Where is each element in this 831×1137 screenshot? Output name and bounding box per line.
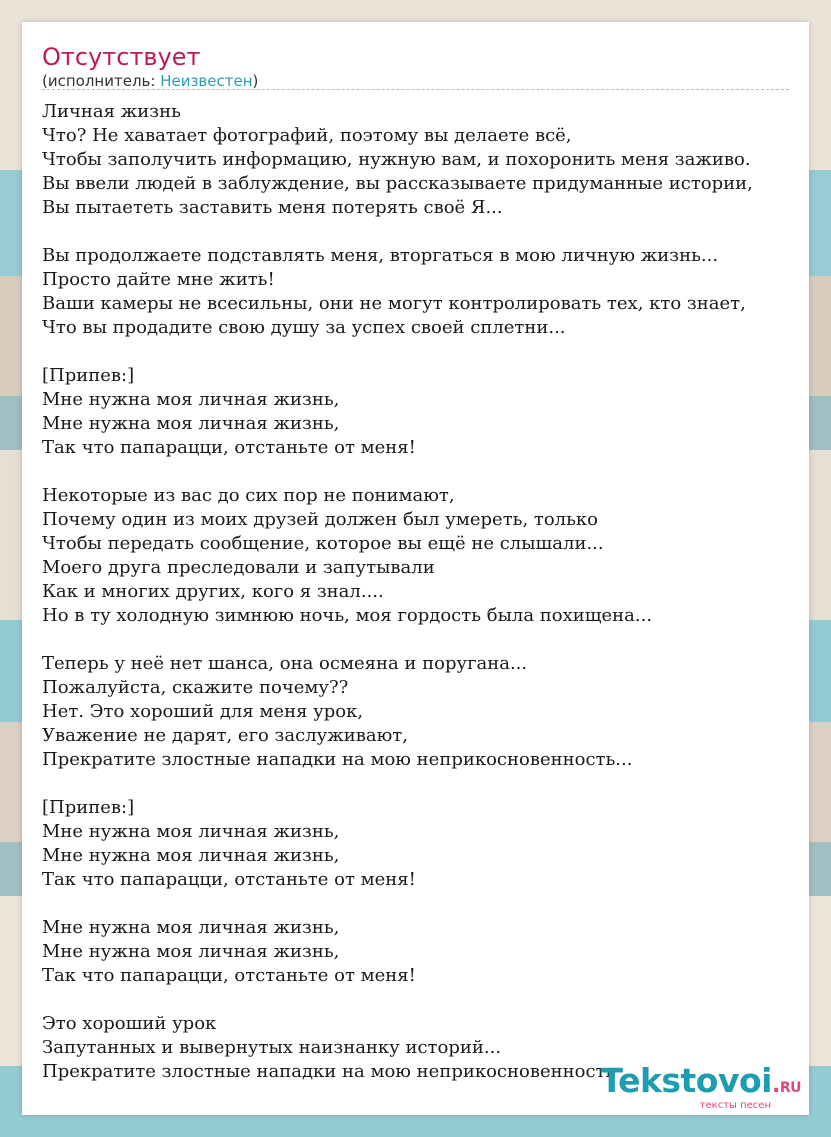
- logo-name: Tekstovoi: [600, 1061, 772, 1100]
- logo-dot: .: [771, 1073, 780, 1098]
- lyric-line: Просто дайте мне жить!: [42, 269, 275, 290]
- lyric-line: Личная жизнь: [42, 101, 181, 122]
- song-title: Отсутствует: [42, 43, 201, 71]
- logo-tld: RU: [779, 1080, 801, 1096]
- lyric-line: Прекратите злостные нападки на мою неприкосновенность: [42, 1061, 616, 1082]
- lyric-line: Теперь у неё нет шанса, она осмеяна и поругана...: [42, 653, 528, 674]
- stanza-gap: [42, 460, 809, 484]
- lyric-line: Мне нужна моя личная жизнь,: [42, 917, 340, 938]
- stanza-gap: [42, 628, 809, 652]
- lyric-line: Так что папарацци, отстаньте от меня!: [42, 965, 416, 986]
- lyric-line: Вы продолжаете подставлять меня, вторгаться в мою личную жизнь...: [42, 245, 719, 266]
- lyric-line: Мне нужна моя личная жизнь,: [42, 389, 340, 410]
- lyric-line: Что вы продадите свою душу за успех своей сплетни...: [42, 317, 566, 338]
- lyric-line: Уважение не дарят, его заслуживают,: [42, 725, 408, 746]
- byline-suffix: ): [252, 72, 259, 90]
- lyric-line: Мне нужна моя личная жизнь,: [42, 413, 340, 434]
- lyric-line: Но в ту холодную зимнюю ночь, моя гордость была похищена...: [42, 605, 653, 626]
- stanza-gap: [42, 892, 809, 916]
- byline-prefix: (исполнитель:: [42, 72, 161, 90]
- stanza-gap: [42, 220, 809, 244]
- lyric-line: Моего друга преследовали и запутывали: [42, 557, 435, 578]
- lyric-line: Чтобы заполучить информацию, нужную вам, и похоронить меня заживо.: [42, 149, 751, 170]
- lyric-line: Почему один из моих друзей должен был умереть, только: [42, 509, 599, 530]
- lyric-line: Мне нужна моя личная жизнь,: [42, 821, 340, 842]
- lyric-line: Некоторые из вас до сих пор не понимают,: [42, 485, 455, 506]
- lyric-line: Вы пытаететь заставить меня потерять своё Я...: [42, 197, 503, 218]
- lyrics-card: [22, 22, 809, 1115]
- lyric-line: Запутанных и вывернутых наизнанку историй...: [42, 1037, 502, 1058]
- lyric-line: Чтобы передать сообщение, которое вы ещё не слышали...: [42, 533, 604, 554]
- stanza-gap: [42, 988, 809, 1012]
- title-divider: [42, 89, 789, 90]
- lyric-line: Мне нужна моя личная жизнь,: [42, 845, 340, 866]
- lyrics-text: [42, 100, 809, 1084]
- lyric-line: Вы ввели людей в заблуждение, вы рассказываете придуманные истории,: [42, 173, 753, 194]
- lyric-line: Что? Не хаватает фотографий, поэтому вы делаете всё,: [42, 125, 572, 146]
- lyric-line: Пожалуйста, скажите почему??: [42, 677, 349, 698]
- lyric-line: Прекратите злостные нападки на мою неприкосновенность...: [42, 749, 633, 770]
- lyric-line: Так что папарацци, отстаньте от меня!: [42, 437, 416, 458]
- lyric-line: Как и многих других, кого я знал....: [42, 581, 384, 602]
- lyric-line: Это хороший урок: [42, 1013, 217, 1034]
- lyric-line: Ваши камеры не всесильны, они не могут контролировать тех, кто знает,: [42, 293, 746, 314]
- lyric-line: [Припев:]: [42, 797, 135, 818]
- artist-link[interactable]: Неизвестен: [160, 72, 253, 90]
- lyric-line: Так что папарацци, отстаньте от меня!: [42, 869, 416, 890]
- lyric-line: Нет. Это хороший для меня урок,: [42, 701, 364, 722]
- artist-byline: [42, 72, 258, 90]
- lyric-line: Мне нужна моя личная жизнь,: [42, 941, 340, 962]
- stanza-gap: [42, 340, 809, 364]
- stanza-gap: [42, 772, 809, 796]
- site-logo[interactable]: [600, 1063, 801, 1112]
- logo-tagline: тексты песен: [699, 1100, 771, 1111]
- lyric-line: [Припев:]: [42, 365, 135, 386]
